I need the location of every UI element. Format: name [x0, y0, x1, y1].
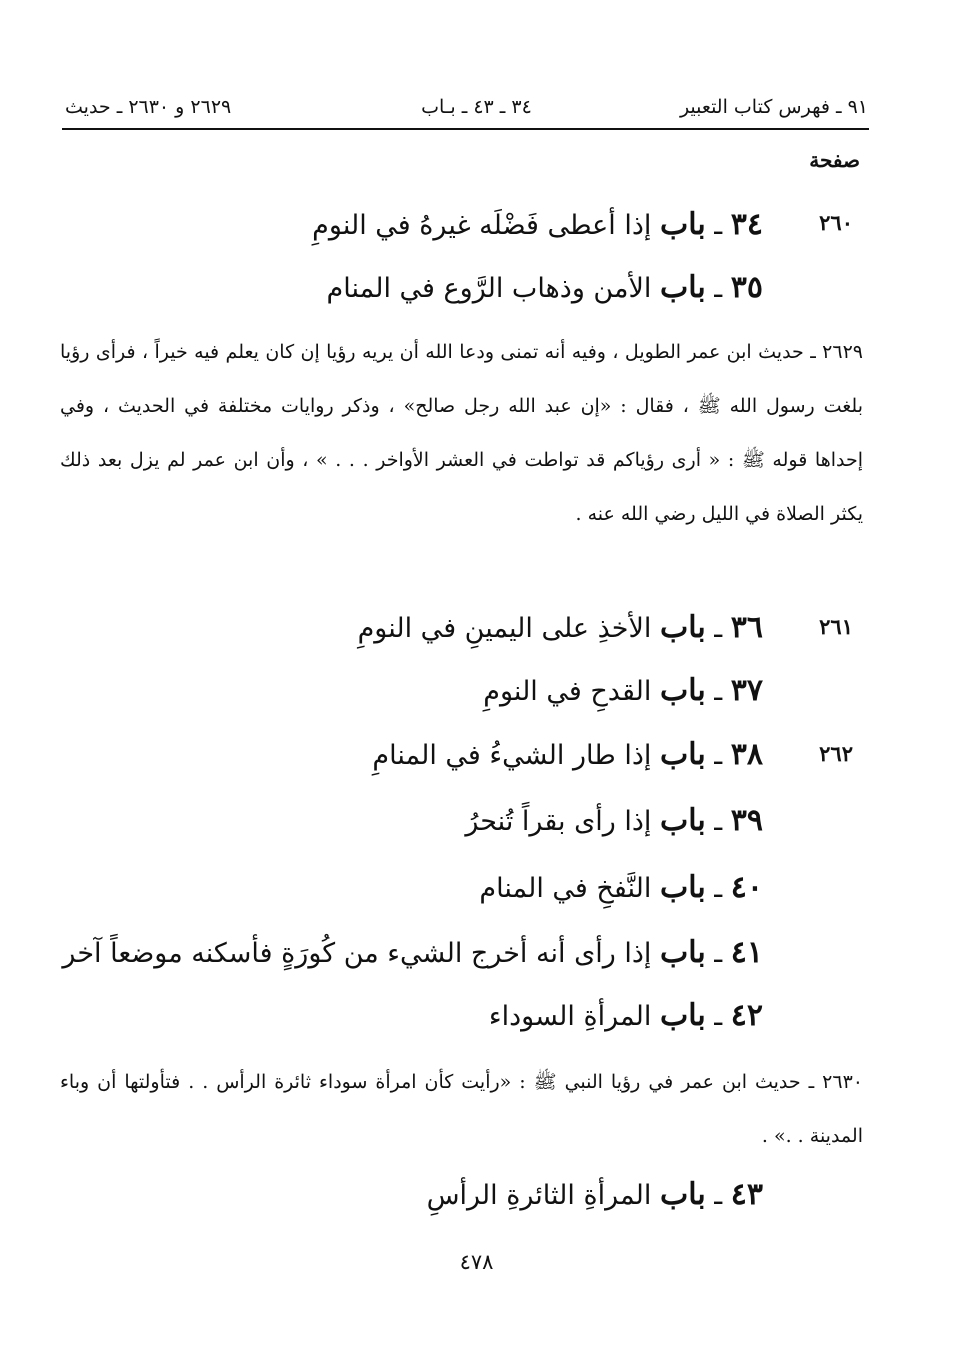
- hadith-2630-summary: ٢٦٣٠ ـ حديث ابن عمر في رؤيا النبي ﷺ : «رأيت كأن امرأة سوداء ثائرة الرأس . . فتأولتها أن وباء المدينة . .» .: [60, 1071, 863, 1147]
- bab-entry-35: ٣٥ ـ باب الأمن وذهاب الرَّوع في المنام: [326, 270, 763, 305]
- footer-page-number: ٤٧٨: [459, 1250, 494, 1274]
- bab-number: ٤٣: [730, 1177, 763, 1212]
- bab-title: النَّفخِ في المنام: [479, 873, 652, 904]
- running-header-hadith-range: ٢٦٢٩ و ٢٦٣٠ ـ حديث: [65, 96, 232, 118]
- page-number-261: ٢٦١: [819, 614, 853, 639]
- bab-word: باب: [659, 270, 706, 305]
- header-rule: [62, 128, 869, 130]
- bab-word: باب: [659, 1177, 706, 1212]
- bab-number: ٣٥: [730, 270, 763, 305]
- bab-entry-39: ٣٩ ـ باب إذا رأى بقراً تُنحرُ: [465, 803, 763, 838]
- bab-word: باب: [659, 737, 706, 772]
- bab-entry-34: ٣٤ ـ باب إذا أعطى فَضْلَه غيرهُ في النومِ: [312, 207, 763, 242]
- bab-word: باب: [659, 998, 706, 1033]
- bab-entry-41: ٤١ ـ باب إذا رأى أنه أخرج الشيء من كُورَةٍ فأسكنه موضعاً آخر: [62, 935, 763, 970]
- bab-number: ٤٠: [730, 870, 763, 905]
- bab-title: إذا رأى بقراً تُنحرُ: [465, 806, 652, 837]
- bab-number: ٤٢: [730, 998, 763, 1033]
- bab-word: باب: [659, 870, 706, 905]
- bab-number: ٤١: [730, 935, 763, 970]
- bab-title: الأمن وذهاب الرَّوع في المنام: [326, 273, 652, 304]
- bab-word: باب: [659, 610, 706, 645]
- bab-entry-37: ٣٧ ـ باب القدحِ في النومِ: [483, 673, 763, 708]
- bab-entry-36: ٣٦ ـ باب الأخذِ على اليمينِ في النومِ: [357, 610, 763, 645]
- bab-entry-43: ٤٣ ـ باب المرأةِ الثائرةِ الرأسِ: [426, 1177, 763, 1212]
- bab-word: باب: [659, 935, 706, 970]
- bab-word: باب: [659, 207, 706, 242]
- bab-number: ٣٩: [730, 803, 763, 838]
- bab-entry-38: ٣٨ ـ باب إذا طار الشيءُ في المنامِ: [372, 737, 763, 772]
- hadith-2629-summary: ٢٦٢٩ ـ حديث ابن عمر الطويل ، وفيه أنه تمنى ودعا الله أن يريه رؤيا إن كان يعلم فيه خيراً ، فرأى رؤيا بلغت رسول الله ﷺ ، فقال : «إن عبد الله رجل صالح» ، وذكر روايات مختلفة في الحديث ، وفي إحداها قوله ﷺ : « أرى رؤياكم قد تواطت في العشر الأواخر . . . » ، وأن ابن عمر لم يزل بعد ذلك يكثر الصلاة في الليل رضي الله عنه .: [60, 341, 863, 525]
- running-header-chapter: ٩١ ـ فهرس كتاب التعبير: [679, 96, 868, 118]
- page-number-260: ٢٦٠: [819, 210, 853, 235]
- bab-entry-40: ٤٠ ـ باب النَّفخِ في المنام: [479, 870, 763, 905]
- bab-title: القدحِ في النومِ: [483, 676, 652, 707]
- bab-title: إذا طار الشيءُ في المنامِ: [372, 740, 652, 771]
- bab-title: المرأةِ السوداء: [488, 1001, 652, 1032]
- bab-number: ٣٤: [730, 207, 763, 242]
- bab-title: إذا رأى أنه أخرج الشيء من كُورَةٍ فأسكنه موضعاً آخر: [62, 938, 652, 969]
- running-header-chapters-range: ٣٤ ـ ٤٣ ـ بـاب: [421, 96, 532, 118]
- bab-word: باب: [659, 673, 706, 708]
- bab-title: المرأةِ الثائرةِ الرأسِ: [426, 1180, 652, 1211]
- page-column-label: صفحة: [809, 148, 860, 172]
- bab-title: إذا أعطى فَضْلَه غيرهُ في النومِ: [312, 210, 652, 241]
- bab-number: ٣٧: [730, 673, 763, 708]
- page-number-262: ٢٦٢: [819, 741, 853, 766]
- bab-entry-42: ٤٢ ـ باب المرأةِ السوداء: [488, 998, 763, 1033]
- bab-word: باب: [659, 803, 706, 838]
- bab-number: ٣٦: [730, 610, 763, 645]
- bab-number: ٣٨: [730, 737, 763, 772]
- bab-title: الأخذِ على اليمينِ في النومِ: [357, 613, 652, 644]
